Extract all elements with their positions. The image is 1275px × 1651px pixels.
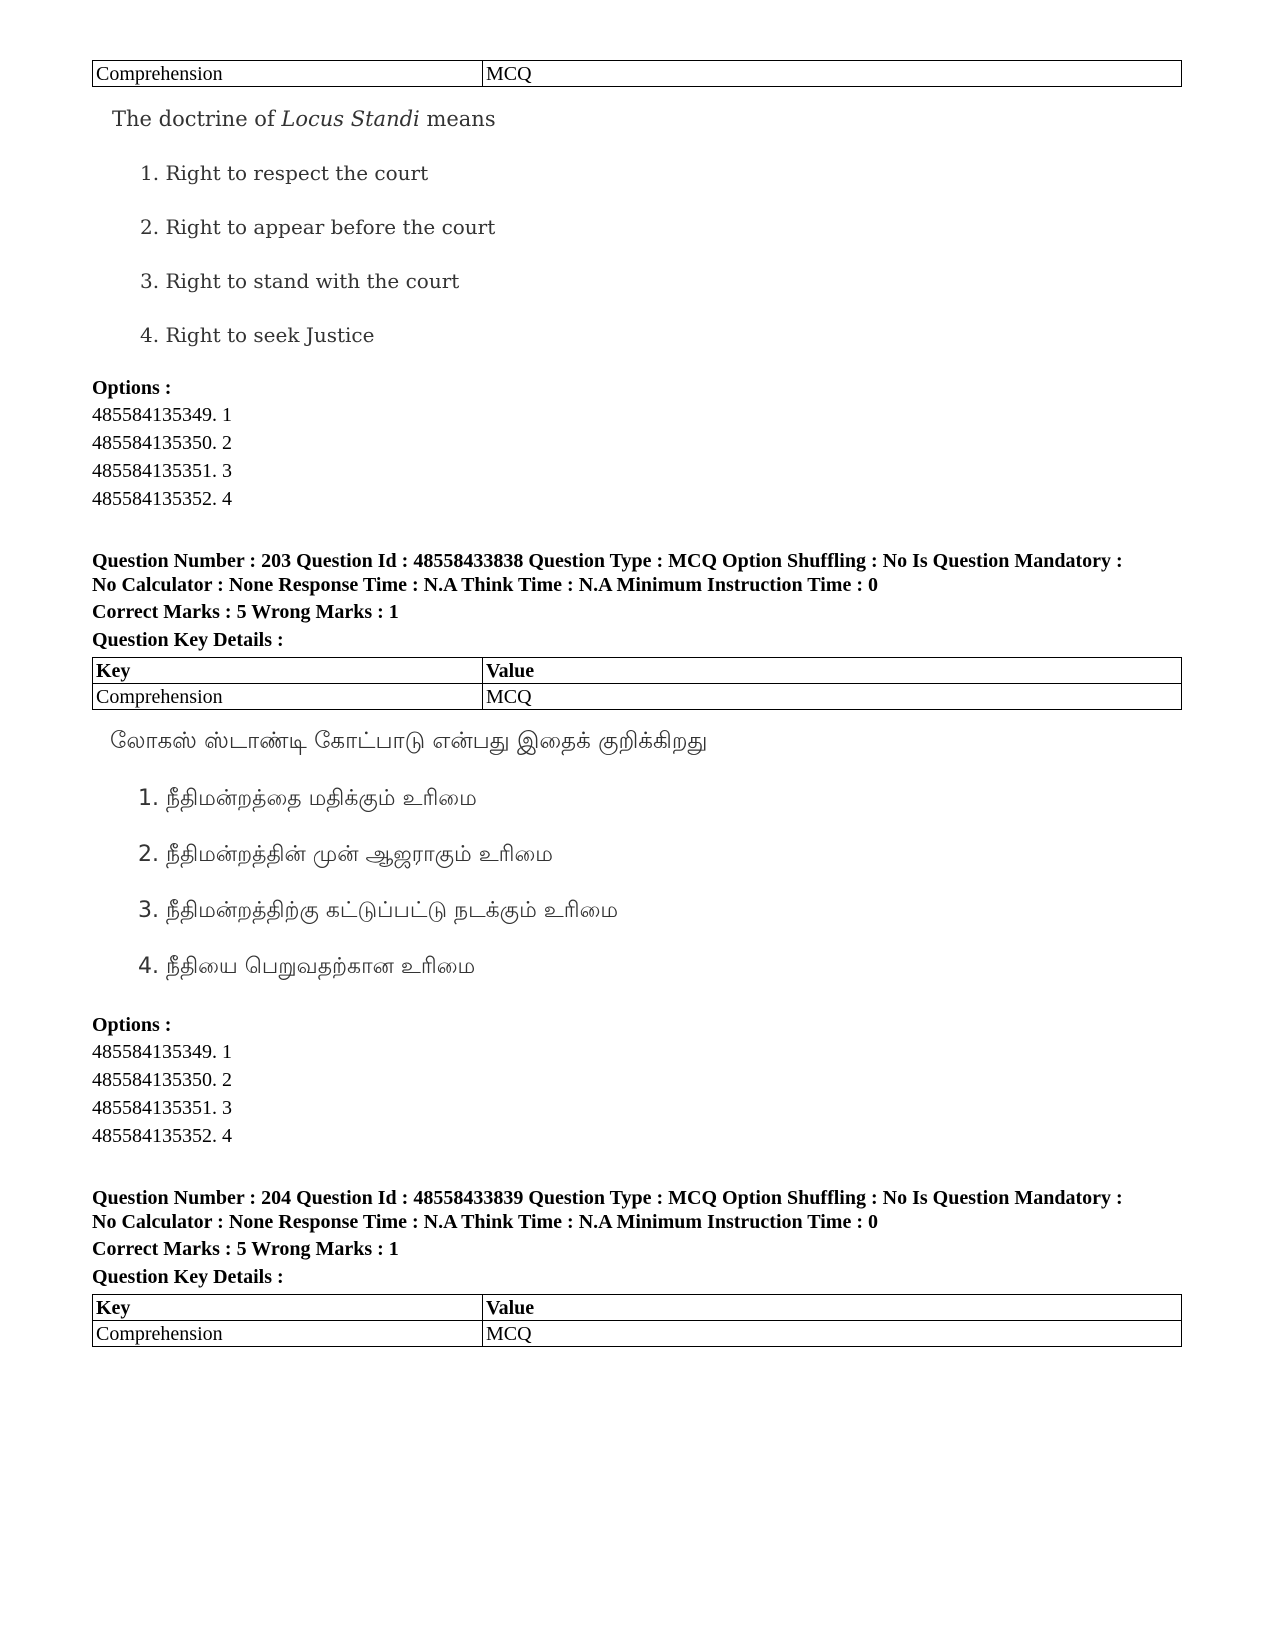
option-id-line: 485584135350. 2 bbox=[92, 1069, 232, 1091]
question-key-table-top bbox=[92, 60, 1182, 87]
answer-choice: 3. Right to stand with the court bbox=[140, 269, 460, 293]
table-row bbox=[93, 1321, 1182, 1347]
answer-choice: 2. நீதிமன்றத்தின் முன் ஆஜராகும் உரிமை bbox=[138, 842, 554, 867]
question-english-block bbox=[112, 107, 1182, 353]
option-id-line: 485584135350. 2 bbox=[92, 432, 232, 454]
question-meta-203: Question Number : 203 Question Id : 48558433838 Question Type : MCQ Option Shuffling : No Is Question Mandatory : No Calculator : None Response Time : N.A Think Time : N.A Minimum Instruction Time : 0 bbox=[92, 550, 1123, 596]
option-id-line: 485584135349. 1 bbox=[92, 404, 232, 426]
question-stem: லோகஸ் ஸ்டாண்டி கோட்பாடு என்பது இதைக் குறிக்கிறது bbox=[110, 728, 708, 754]
question-stem: The doctrine of Locus Standi means bbox=[112, 107, 496, 131]
answer-choice: 2. Right to appear before the court bbox=[140, 215, 496, 239]
key-cell: Comprehension bbox=[93, 684, 483, 710]
key-cell: Comprehension bbox=[93, 61, 483, 87]
table-row bbox=[93, 684, 1182, 710]
answer-choice: 1. நீதிமன்றத்தை மதிக்கும் உரிமை bbox=[138, 786, 477, 811]
italic-term: Locus Standi bbox=[281, 107, 420, 131]
key-header: Key bbox=[93, 658, 483, 684]
answer-choice: 3. நீதிமன்றத்திற்கு கட்டுப்பட்டு நடக்கும் உரிமை bbox=[138, 898, 619, 923]
marks-line: Correct Marks : 5 Wrong Marks : 1 bbox=[92, 601, 399, 623]
key-details-label: Question Key Details : bbox=[92, 1266, 284, 1288]
table-header-row bbox=[93, 658, 1182, 684]
marks-line: Correct Marks : 5 Wrong Marks : 1 bbox=[92, 1238, 399, 1260]
answer-choice: 1. Right to respect the court bbox=[140, 161, 429, 185]
value-header: Value bbox=[483, 658, 1182, 684]
question-tamil-block bbox=[110, 728, 1182, 990]
answer-choice: 4. நீதியை பெறுவதற்கான உரிமை bbox=[138, 954, 476, 979]
question-key-table-204 bbox=[92, 1294, 1182, 1347]
question-meta-204: Question Number : 204 Question Id : 48558433839 Question Type : MCQ Option Shuffling : No Is Question Mandatory : No Calculator : None Response Time : N.A Think Time : N.A Minimum Instruction Time : 0 bbox=[92, 1187, 1123, 1233]
key-cell: Comprehension bbox=[93, 1321, 483, 1347]
value-cell: MCQ bbox=[483, 1321, 1182, 1347]
value-cell: MCQ bbox=[483, 684, 1182, 710]
key-details-label: Question Key Details : bbox=[92, 629, 284, 651]
document-page bbox=[92, 60, 1182, 1347]
table-row bbox=[93, 61, 1182, 87]
option-id-line: 485584135352. 4 bbox=[92, 1125, 232, 1147]
options-label: Options : bbox=[92, 1014, 172, 1036]
table-header-row bbox=[93, 1295, 1182, 1321]
key-header: Key bbox=[93, 1295, 483, 1321]
option-id-line: 485584135352. 4 bbox=[92, 488, 232, 510]
option-id-line: 485584135349. 1 bbox=[92, 1041, 232, 1063]
options-label: Options : bbox=[92, 377, 172, 399]
question-key-table-203 bbox=[92, 657, 1182, 710]
option-id-line: 485584135351. 3 bbox=[92, 1097, 232, 1119]
option-id-line: 485584135351. 3 bbox=[92, 460, 232, 482]
value-header: Value bbox=[483, 1295, 1182, 1321]
answer-choice: 4. Right to seek Justice bbox=[140, 323, 375, 347]
value-cell: MCQ bbox=[483, 61, 1182, 87]
